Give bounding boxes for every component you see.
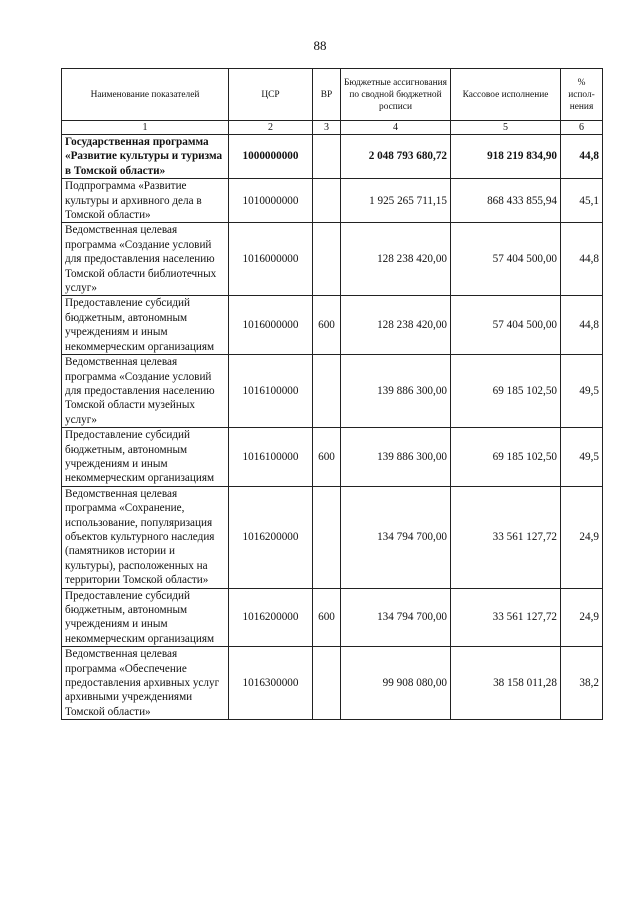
column-number: 1 (62, 121, 229, 135)
table-row (62, 428, 603, 487)
row-vr (313, 486, 341, 588)
row-budget: 134 794 700,00 (341, 588, 451, 647)
row-executed: 57 404 500,00 (451, 296, 561, 355)
row-indicator-name: Ведомственная целевая программа «Обеспечение предоставления архивных услуг архивными учреждениями Томской области» (62, 647, 229, 720)
row-executed: 57 404 500,00 (451, 223, 561, 296)
row-budget: 128 238 420,00 (341, 223, 451, 296)
table-row (62, 296, 603, 355)
column-number: 5 (451, 121, 561, 135)
table-row (62, 647, 603, 720)
header-execution-percent: % испол-нения (561, 69, 603, 121)
row-indicator-name: Ведомственная целевая программа «Создание условий для предоставления населению Томской области библиотечных услуг» (62, 223, 229, 296)
table-row (62, 179, 603, 223)
row-indicator-name: Подпрограмма «Развитие культуры и архивного дела в Томской области» (62, 179, 229, 223)
row-percent: 44,8 (561, 296, 603, 355)
row-executed: 38 158 011,28 (451, 647, 561, 720)
row-csr: 1016200000 (229, 486, 313, 588)
row-indicator-name: Ведомственная целевая программа «Создание условий для предоставления населению Томской области музейных услуг» (62, 355, 229, 428)
header-cash-execution: Кассовое исполнение (451, 69, 561, 121)
row-budget: 139 886 300,00 (341, 428, 451, 487)
row-vr (313, 355, 341, 428)
header-vr: ВР (313, 69, 341, 121)
row-csr: 1016100000 (229, 428, 313, 487)
row-indicator-name: Предоставление субсидий бюджетным, автономным учреждениям и иным некоммерческим организациям (62, 588, 229, 647)
row-percent: 44,8 (561, 223, 603, 296)
column-number: 2 (229, 121, 313, 135)
row-percent: 45,1 (561, 179, 603, 223)
header-indicator-name: Наименование показателей (62, 69, 229, 121)
row-csr: 1016000000 (229, 296, 313, 355)
row-budget: 134 794 700,00 (341, 486, 451, 588)
row-percent: 49,5 (561, 355, 603, 428)
row-executed: 69 185 102,50 (451, 355, 561, 428)
row-executed: 33 561 127,72 (451, 588, 561, 647)
row-budget: 99 908 080,00 (341, 647, 451, 720)
row-executed: 918 219 834,90 (451, 135, 561, 179)
header-budget-allocations: Бюджетные ассигнования по сводной бюджетной росписи (341, 69, 451, 121)
table-row (62, 135, 603, 179)
row-percent: 24,9 (561, 588, 603, 647)
row-csr: 1016300000 (229, 647, 313, 720)
row-vr (313, 179, 341, 223)
table-row (62, 355, 603, 428)
row-csr: 1010000000 (229, 179, 313, 223)
row-executed: 868 433 855,94 (451, 179, 561, 223)
column-number: 3 (313, 121, 341, 135)
row-indicator-name: Предоставление субсидий бюджетным, автономным учреждениям и иным некоммерческим организациям (62, 428, 229, 487)
row-percent: 44,8 (561, 135, 603, 179)
row-budget: 139 886 300,00 (341, 355, 451, 428)
column-number: 6 (561, 121, 603, 135)
row-csr: 1000000000 (229, 135, 313, 179)
row-executed: 69 185 102,50 (451, 428, 561, 487)
table-header-row (62, 69, 603, 121)
header-csr: ЦСР (229, 69, 313, 121)
row-budget: 1 925 265 711,15 (341, 179, 451, 223)
row-executed: 33 561 127,72 (451, 486, 561, 588)
row-percent: 38,2 (561, 647, 603, 720)
row-vr: 600 (313, 588, 341, 647)
row-csr: 1016200000 (229, 588, 313, 647)
row-indicator-name: Государственная программа «Развитие культуры и туризма в Томской области» (62, 135, 229, 179)
row-vr (313, 647, 341, 720)
row-percent: 24,9 (561, 486, 603, 588)
budget-execution-table (61, 68, 603, 720)
table-row (62, 486, 603, 588)
row-budget: 2 048 793 680,72 (341, 135, 451, 179)
page-number: 88 (313, 38, 327, 53)
column-number-row (62, 121, 603, 135)
row-csr: 1016000000 (229, 223, 313, 296)
row-vr: 600 (313, 428, 341, 487)
row-indicator-name: Предоставление субсидий бюджетным, автономным учреждениям и иным некоммерческим организациям (62, 296, 229, 355)
row-vr (313, 223, 341, 296)
row-vr (313, 135, 341, 179)
row-budget: 128 238 420,00 (341, 296, 451, 355)
row-vr: 600 (313, 296, 341, 355)
row-indicator-name: Ведомственная целевая программа «Сохранение, использование, популяризация объектов культурного наследия (памятников истории и культуры), расположенных на территории Томской области» (62, 486, 229, 588)
table-row (62, 223, 603, 296)
row-percent: 49,5 (561, 428, 603, 487)
table-row (62, 588, 603, 647)
column-number: 4 (341, 121, 451, 135)
row-csr: 1016100000 (229, 355, 313, 428)
